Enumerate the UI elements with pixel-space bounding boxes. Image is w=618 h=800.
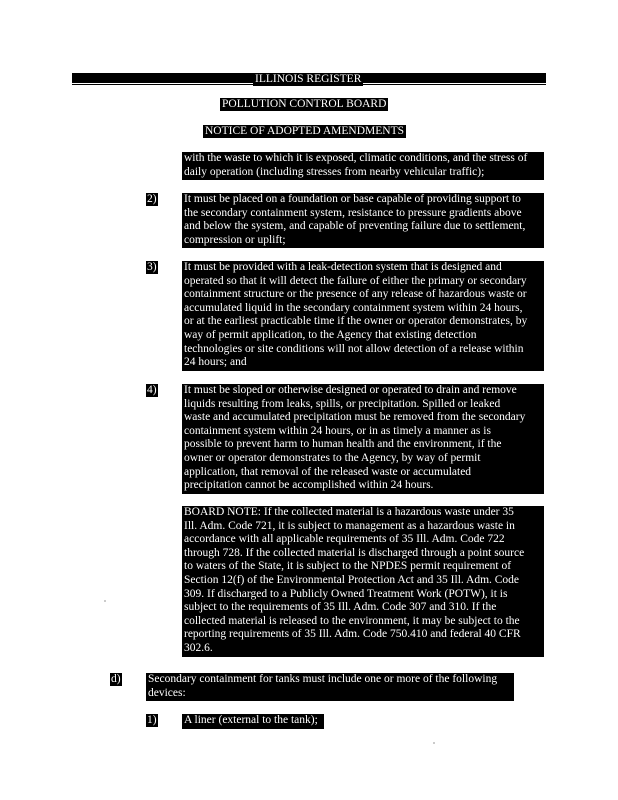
text-line: technologies or site conditions will not allow detection of a release within bbox=[184, 342, 524, 355]
text-line: Section 12(f) of the Environmental Protection Act and 35 Ill. Adm. Code bbox=[184, 573, 520, 586]
sub-item-paragraph bbox=[182, 714, 324, 729]
text-line: accordance with all applicable requirements of 35 Ill. Adm. Code 722 bbox=[184, 533, 505, 546]
text-line: with the waste to which it is exposed, climatic conditions, and the stress of bbox=[184, 152, 528, 164]
text-line: compression or uplift; bbox=[184, 233, 286, 246]
notice-title: NOTICE OF ADOPTED AMENDMENTS bbox=[205, 125, 405, 137]
item-number: 4) bbox=[147, 384, 157, 396]
text-line: containment system within 24 hours, or in as timely a manner as is bbox=[184, 424, 491, 437]
item-2-paragraph bbox=[182, 193, 544, 248]
text-line: precipitation cannot be accomplished within 24 hours. bbox=[184, 479, 434, 492]
text-line: operated so that it will detect the failure of either the primary or secondary bbox=[184, 274, 527, 287]
section-letter: d) bbox=[111, 673, 121, 685]
text-line: A liner (external to the tank); bbox=[184, 714, 318, 726]
text-line: reporting requirements of 35 Ill. Adm. Code 750.410 and federal 40 CFR bbox=[184, 628, 521, 641]
text-line: or at the earliest practicable time if the owner or operator demonstrates, by bbox=[184, 315, 528, 328]
text-line: waste and accumulated precipitation must be removed from the secondary bbox=[184, 411, 526, 424]
item-number: 1) bbox=[147, 714, 157, 726]
board-title: POLLUTION CONTROL BOARD bbox=[222, 98, 387, 110]
text-line: It must be provided with a leak-detection system that is designed and bbox=[184, 261, 502, 273]
register-title: ILLINOIS REGISTER bbox=[255, 73, 362, 85]
item-4-paragraph bbox=[182, 384, 544, 494]
text-line: application, that removal of the released waste or accumulated bbox=[184, 465, 472, 478]
text-line: the secondary containment system, resistance to pressure gradients above bbox=[184, 206, 522, 219]
section-d-paragraph bbox=[146, 673, 514, 701]
text-line: to waters of the State, it is subject to the NPDES permit requirement of bbox=[184, 560, 512, 573]
text-line: daily operation (including stresses from nearby vehicular traffic); bbox=[184, 165, 485, 178]
item-number: 2) bbox=[147, 193, 157, 205]
text-line: through 728. If the collected material is discharged through a point source bbox=[184, 546, 525, 559]
text-line: devices: bbox=[148, 686, 186, 699]
text-line: 302.6. bbox=[184, 641, 213, 654]
text-line: 24 hours; and bbox=[184, 356, 247, 369]
text-line: 309. If discharged to a Publicly Owned Treatment Work (POTW), it is bbox=[184, 587, 508, 600]
text-line: containment structure or the presence of any release of hazardous waste or bbox=[184, 288, 527, 301]
text-line: It must be placed on a foundation or base capable of providing support to bbox=[184, 193, 521, 205]
text-line: possible to prevent harm to human health and the environment, if the bbox=[184, 438, 502, 451]
text-line: It must be sloped or otherwise designed or operated to drain and remove bbox=[184, 384, 517, 396]
text-line: accumulated liquid in the secondary containment system within 24 hours, bbox=[184, 301, 523, 314]
text-line: collected material is released to the environment, it may be subject to the bbox=[184, 614, 520, 627]
continuation-paragraph bbox=[182, 152, 544, 180]
text-line: Secondary containment for tanks must include one or more of the following bbox=[148, 673, 498, 685]
text-line: liquids resulting from leaks, spills, or precipitation. Spilled or leaked bbox=[184, 397, 501, 410]
text-line: subject to the requirements of 35 Ill. Adm. Code 307 and 310. If the bbox=[184, 601, 497, 614]
text-line: way of permit application, to the Agency that existing detection bbox=[184, 328, 477, 341]
text-line: Ill. Adm. Code 721, it is subject to management as a hazardous waste in bbox=[184, 519, 515, 532]
scan-speck bbox=[104, 600, 106, 602]
text-line: owner or operator demonstrates to the Agency, by way of permit bbox=[184, 451, 481, 464]
board-note bbox=[182, 506, 544, 657]
item-3-paragraph bbox=[182, 261, 544, 371]
text-line: BOARD NOTE: If the collected material is a hazardous waste under 35 bbox=[184, 506, 514, 518]
scan-speck bbox=[433, 742, 435, 744]
text-line: and below the system, and capable of preventing failure due to settlement, bbox=[184, 220, 526, 233]
item-number: 3) bbox=[147, 261, 157, 273]
